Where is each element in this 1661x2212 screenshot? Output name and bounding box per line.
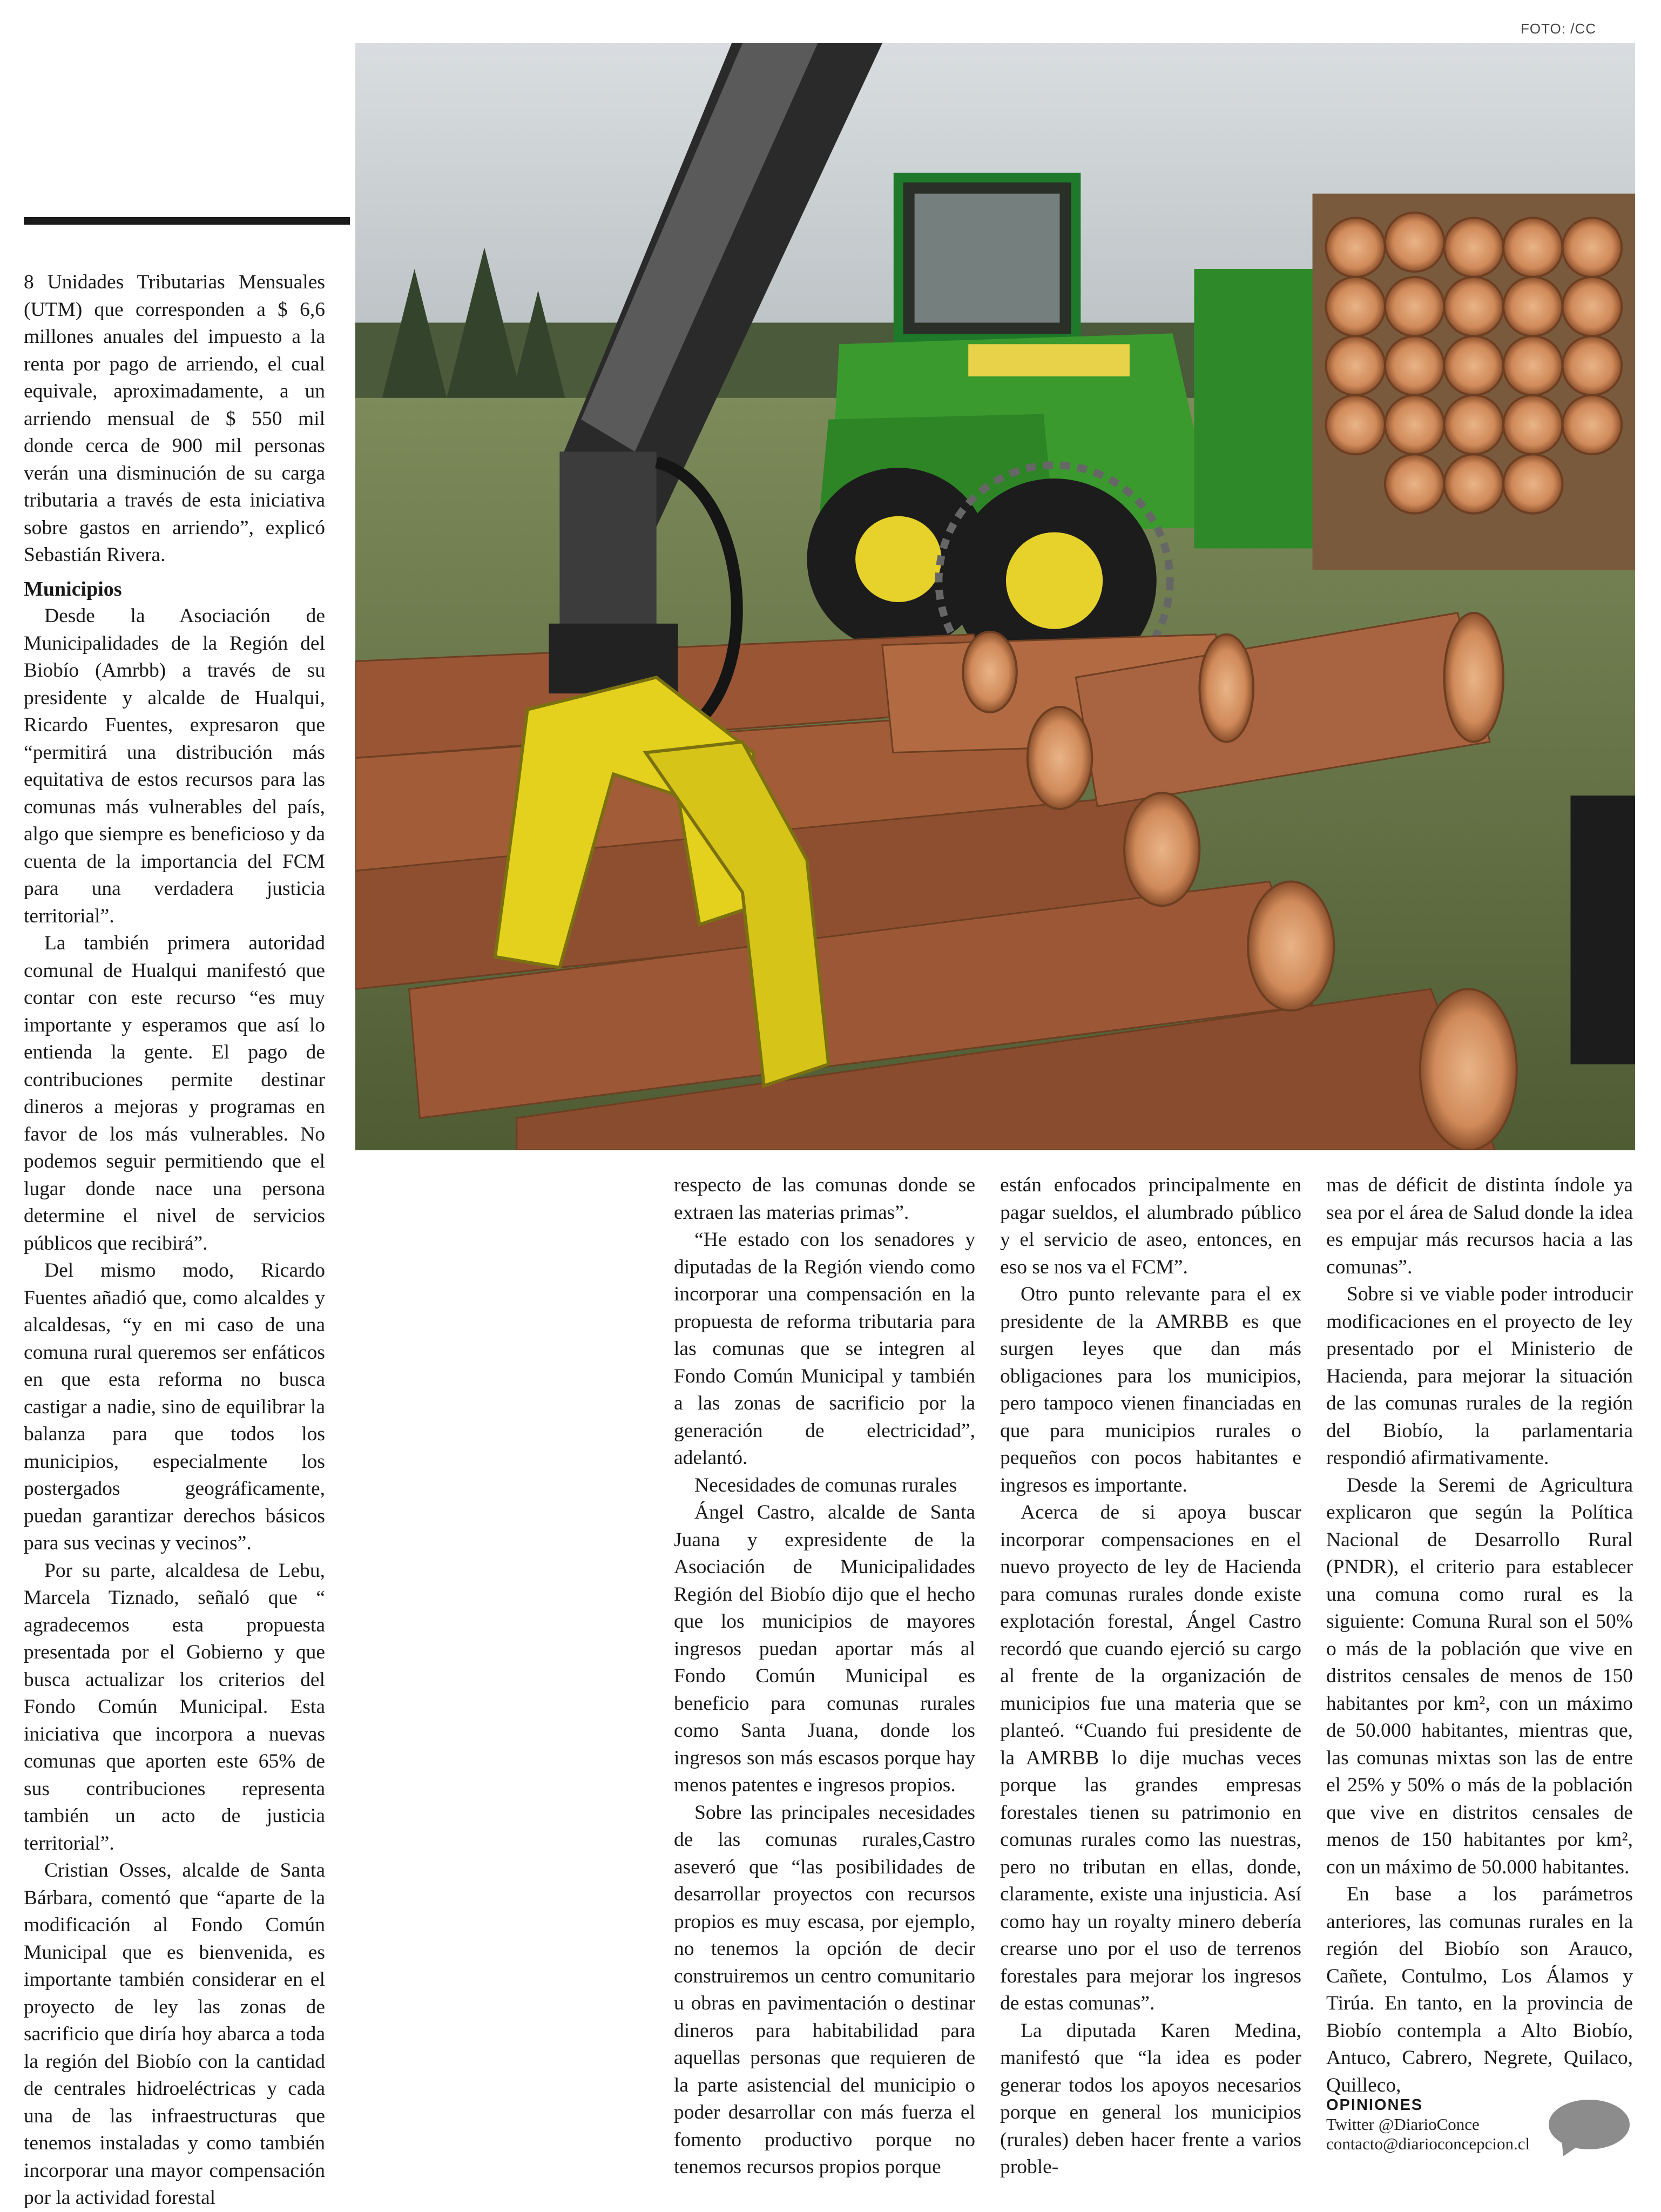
paragraph: Acerca de si apoya buscar incorporar compensaciones en el nuevo proyecto de ley de Hacienda para comunas rurales donde existe explotación forestal, Ángel Castro recordó que cuando ejerció su cargo al frente de la organización de municipios fue una materia que se planteó. “Cuando fui presidente de la AMRBB lo dije muchas veces porque las grandes empresas forestales tienen su patrimonio en comunas rurales como las nuestras, pero no tributan en ellas, donde, claramente, existe una injusticia. Así como hay un royalty minero debería crearse uno por el uso de terrenos forestales para mejorar los ingresos de estas comunas”. [1000,1501,1301,2014]
paragraph: Desde la Seremi de Agricultura explicaron que según la Política Nacional de Desarrollo Rural (PNDR), el criterio para establecer una comuna como rural es la siguiente: Comuna Rural son el 50% o más de la población que vive en distritos censales de menos de 150 habitantes por km², con un máximo de 50.000 habitantes, mientras que, las comunas mixtas son las de entre el 25% y 50% o más de la población que vive en distritos censales de menos de 150 habitantes por km², con un máximo de 50.000 habitantes. [1326,1474,1633,1878]
paragraph: “He estado con los senadores y diputadas de la Región viendo como incorporar una compensación en la propuesta de reforma tributaria para las comunas que se integren al Fondo Común Municipal y también a las zonas de sacrificio por la generación de electricidad”, adelantó. [674,1229,975,1469]
paragraph: mas de déficit de distinta índole ya sea por el área de Salud donde la idea es empujar más recursos hacia a las comunas”. [1326,1174,1633,1278]
speech-bubble-icon [1549,2100,1630,2149]
opinions-box [1326,2095,1633,2166]
paragraph: La también primera autoridad comunal de Hualqui manifestó que contar con este recurso “es muy importante y esperamos que así lo entienda la gente. El pago de contribuciones permite destinar dineros a mejoras y programas en favor de los más vulnerables. No podemos seguir permitiendo que el lugar donde nace una persona determine el nivel de servicios públicos que recibirá”. [24,932,325,1255]
paragraph: están enfocados principalmente en pagar sueldos, el alumbrado público y el servicio de aseo, entonces, en eso se nos va el FCM”. [1000,1174,1301,1278]
contact-email[interactable]: contacto@diarioconcepcion.cl [1326,2134,1530,2153]
paragraph: 8 Unidades Tributarias Mensuales (UTM) que corresponden a $ 6,6 millones anuales del impuesto a la renta por pago de arriendo, el cual equivale, aproximadamente, a un arriendo mensual de $ 550 mil donde cerca de 900 mil personas verán una disminución de su carga tributaria a través de esta iniciativa sobre gastos en arriendo”, explicó Sebastián Rivera. [24,271,325,566]
photo-credit: FOTO: /CC [1521,21,1596,37]
article-column-2 [674,1172,975,2181]
twitter-handle[interactable]: Twitter @DiarioConce [1326,2115,1480,2134]
paragraph: La diputada Karen Medina, manifestó que “la idea es poder generar todos los apoyos necesarios porque en general los municipios (rurales) deben hacer frente a varios proble- [1000,2019,1301,2178]
article-column-3 [1000,1172,1301,2181]
article-column-4 [1326,1172,1633,2099]
paragraph: Del mismo modo, Ricardo Fuentes añadió que, como alcaldes y alcaldesas, “y en mi caso de una comuna rural queremos ser enfáticos en que esta reforma no busca castigar a nadie, sino de equilibrar la balanza para que todos los municipios, especialmente los postergados geográficamente, puedan garantizar derechos básicos para sus vecinas y vecinos”. [24,1259,325,1554]
photo-illustration [355,43,1635,1150]
paragraph: Otro punto relevante para el ex presidente de la AMRBB es que surgen leyes que dan más obligaciones para los municipios, pero tampoco vienen financiadas en que para municipios rurales o pequeños con pocos habitantes e ingresos es importante. [1000,1283,1301,1496]
article-column-1 [24,269,325,2212]
opinions-heading: OPINIONES [1326,2096,1423,2114]
paragraph: Sobre si ve viable poder introducir modificaciones en el proyecto de ley presentado por el Ministerio de Hacienda, para mejorar la situación de las comunas rurales de la región del Biobío, la parlamentaria respondió afirmativamente. [1326,1283,1633,1469]
paragraph: Ángel Castro, alcalde de Santa Juana y expresidente de la Asociación de Municipalidades Región del Biobío dijo que el hecho que los municipios de mayores ingresos puedan aportar más al Fondo Común Municipal es beneficio para comunas rurales como Santa Juana, donde los ingresos son más escasos porque hay menos patentes e ingresos propios. [674,1501,975,1796]
paragraph: Sobre las principales necesidades de las comunas rurales,Castro aseveró que “las posibilidades de desarrollar proyectos con recursos propios es muy escasa, por ejemplo, no tenemos la opción de decir construiremos un centro comunitario u obras en pavimentación o destinar dineros para habitabilidad para aquellas personas que requieren de la parte asistencial del municipio o poder desarrollar con más fuerza el fomento productivo porque no tenemos recursos propios porque [674,1801,975,2178]
paragraph: respecto de las comunas donde se extraen las materias primas”. [674,1174,975,1224]
paragraph: En base a los parámetros anteriores, las comunas rurales en la región del Biobío son Arauco, Cañete, Contulmo, Los Álamos y Tirúa. En tanto, en la provincia de Biobío contempla a Alto Biobío, Antuco, Cabrero, Negrete, Quilaco, Quilleco, [1326,1883,1633,2096]
forestry-machine-photo [350,43,1635,1156]
paragraph: Cristian Osses, alcalde de Santa Bárbara, comentó que “aparte de la modificación al Fondo Común Municipal que es bienvenida, es importante también considerar en el proyecto de ley las zonas de sacrificio que diría hoy abarca a toda la región del Biobío con la cantidad de centrales hidroeléctricas y cada una de las infraestructuras que tenemos instaladas y como también incorporar una mayor compensación por la actividad forestal [24,1859,325,2209]
subheading: Necesidades de comunas rurales [694,1474,957,1496]
paragraph: Desde la Asociación de Municipalidades de la Región del Biobío (Amrbb) a través de su presidente y alcalde de Hualqui, Ricardo Fuentes, expresaron que “permitirá una distribución más equitativa de estos recursos para las comunas más vulnerables del país, algo que siempre es beneficioso y da cuenta de la importancia del FCM para una verdadera justicia territorial”. [24,605,325,927]
section-heading: Municipios [24,577,122,601]
paragraph: Por su parte, alcaldesa de Lebu, Marcela Tiznado, señaló que “ agradecemos esta propuesta presentada por el Gobierno y que busca actualizar los criterios del Fondo Común Municipal. Esta iniciativa que incorpora a nuevas comunas que aporten este 65% de sus contribuciones representa también un acto de justicia territorial”. [24,1559,325,1854]
